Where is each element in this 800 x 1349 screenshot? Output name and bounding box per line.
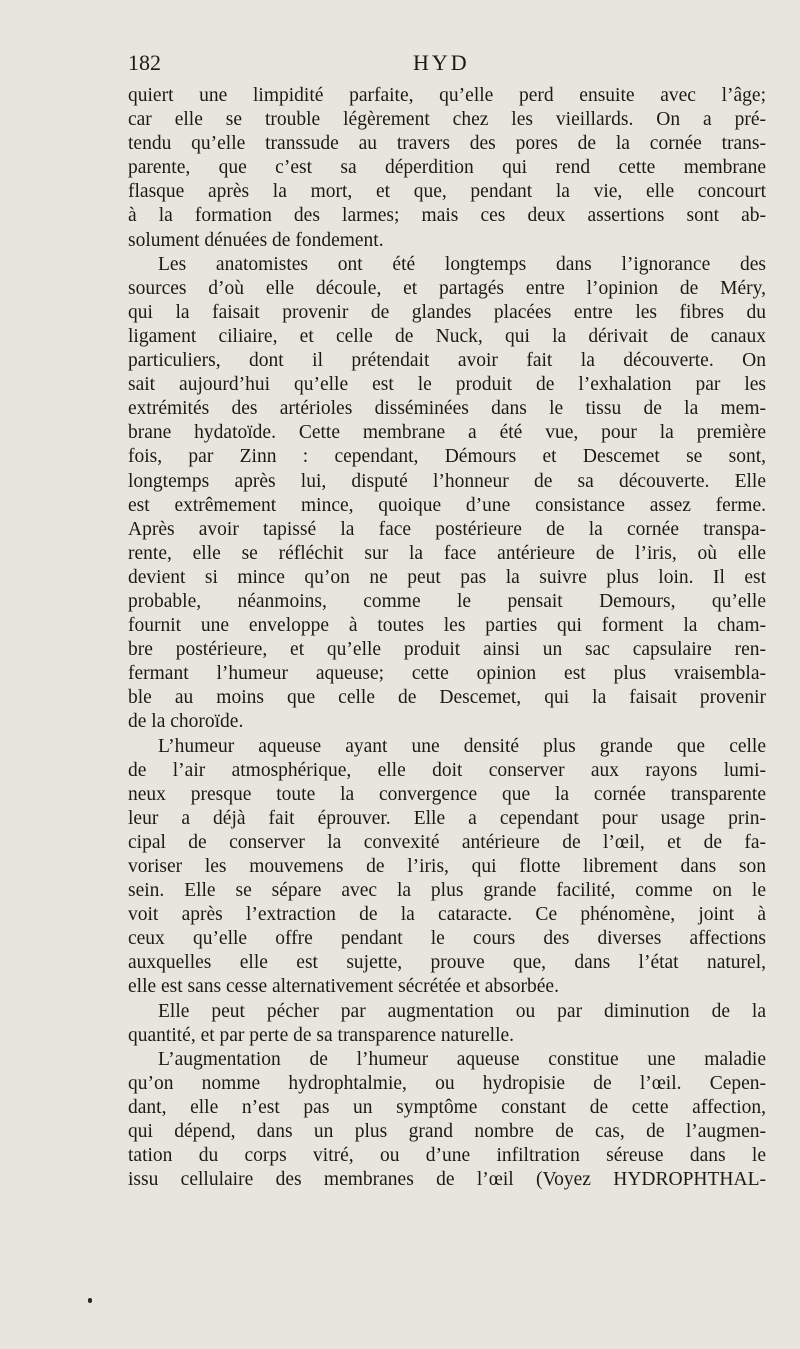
ink-speck (88, 1298, 92, 1303)
text-line: ble au moins que celle de Descemet, qui la faisait provenir (128, 687, 766, 709)
text-line: fermant l’humeur aqueuse; cette opinion est plus vraisembla- (128, 663, 766, 685)
text-line: fois, par Zinn : cependant, Démours et Descemet se sont, (128, 446, 766, 468)
text-line: quantité, et par perte de sa transparence naturelle. (128, 1024, 515, 1046)
text-line: L’humeur aqueuse ayant une densité plus grande que celle (158, 735, 766, 757)
text-line: cipal de conserver la convexité antérieure de l’œil, et de fa- (128, 831, 766, 853)
text-line: Elle peut pécher par augmentation ou par diminution de la (158, 1000, 766, 1022)
text-line: bre postérieure, et qu’elle produit ainsi un sac capsulaire ren- (128, 639, 766, 661)
text-line: sein. Elle se sépare avec la plus grande facilité, comme on le (128, 880, 766, 902)
text-line: voriser les mouvemens de l’iris, qui flotte librement dans son (128, 856, 766, 877)
text-line: fournit une enveloppe à toutes les parties qui forment la cham- (128, 615, 766, 637)
text-line: de l’air atmosphérique, elle doit conserver aux rayons lumi- (128, 759, 766, 781)
text-line: tendu qu’elle transsude au travers des pores de la cornée trans- (128, 133, 766, 155)
text-line: leur a déjà fait éprouver. Elle a cependant pour usage prin- (128, 807, 766, 829)
text-line: issu cellulaire des membranes de l’œil (Voyez HYDROPHTHAL- (128, 1169, 766, 1191)
running-head: HYD (413, 50, 470, 75)
text-line: sources d’où elle découle, et partagés entre l’opinion de Méry, (128, 277, 766, 299)
text-line: longtemps après lui, disputé l’honneur de sa découverte. Elle (128, 470, 766, 492)
text-line: est extrêmement mince, quoique d’une consistance assez ferme. (128, 494, 766, 516)
text-line: parente, que c’est sa déperdition qui rend cette membrane (128, 157, 766, 179)
text-line: extrémités des artérioles disséminées dans le tissu de la mem- (128, 398, 766, 420)
text-line: quiert une limpidité parfaite, qu’elle perd ensuite avec l’âge; (128, 85, 766, 106)
text-line: qu’on nomme hydrophtalmie, ou hydropisie de l’œil. Cepen- (128, 1072, 766, 1094)
text-line: voit après l’extraction de la cataracte. Ce phénomène, joint à (128, 904, 766, 926)
text-line: ceux qu’elle offre pendant le cours des diverses affections (128, 928, 766, 950)
text-line: ligament ciliaire, et celle de Nuck, qui la dérivait de canaux (128, 325, 766, 347)
text-line: brane hydatoïde. Cette membrane a été vue, pour la première (128, 422, 766, 444)
text-line: qui dépend, dans un plus grand nombre de cas, de l’augmen- (128, 1121, 766, 1143)
text-line: de la choroïde. (128, 711, 244, 733)
text-line: sait aujourd’hui qu’elle est le produit de l’exhalation par les (128, 374, 766, 396)
text-line: flasque après la mort, et que, pendant la vie, elle concourt (128, 181, 766, 203)
text-line: devient si mince qu’on ne peut pas la suivre plus loin. Il est (128, 566, 766, 588)
text-line: auxquelles elle est sujette, prouve que, dans l’état naturel, (128, 952, 766, 974)
text-line: car elle se trouble légèrement chez les vieillards. On a pré- (128, 109, 766, 131)
page-number: 182 (128, 50, 161, 75)
text-line: particuliers, dont il prétendait avoir fait la découverte. On (128, 350, 766, 372)
text-line: dant, elle n’est pas un symptôme constant de cette affection, (128, 1096, 766, 1118)
text-line: à la formation des larmes; mais ces deux assertions sont ab- (128, 205, 766, 227)
text-line: Les anatomistes ont été longtemps dans l’ignorance des (158, 253, 766, 275)
text-line: probable, néanmoins, comme le pensait Demours, qu’elle (128, 590, 766, 612)
page-header (128, 50, 768, 80)
text-line: elle est sans cesse alternativement sécrétée et absorbée. (128, 976, 559, 998)
body-text (128, 84, 766, 1192)
text-line: rente, elle se réfléchit sur la face antérieure de l’iris, où elle (128, 542, 766, 564)
text-line: qui la faisait provenir de glandes placées entre les fibres du (128, 301, 766, 323)
text-line: L’augmentation de l’humeur aqueuse constitue une maladie (158, 1048, 766, 1070)
text-line: neux presque toute la convergence que la cornée transparente (128, 783, 766, 805)
text-line: tation du corps vitré, ou d’une infiltration séreuse dans le (128, 1145, 766, 1167)
text-line: Après avoir tapissé la face postérieure de la cornée transpa- (128, 518, 766, 540)
text-line: solument dénuées de fondement. (128, 229, 384, 251)
